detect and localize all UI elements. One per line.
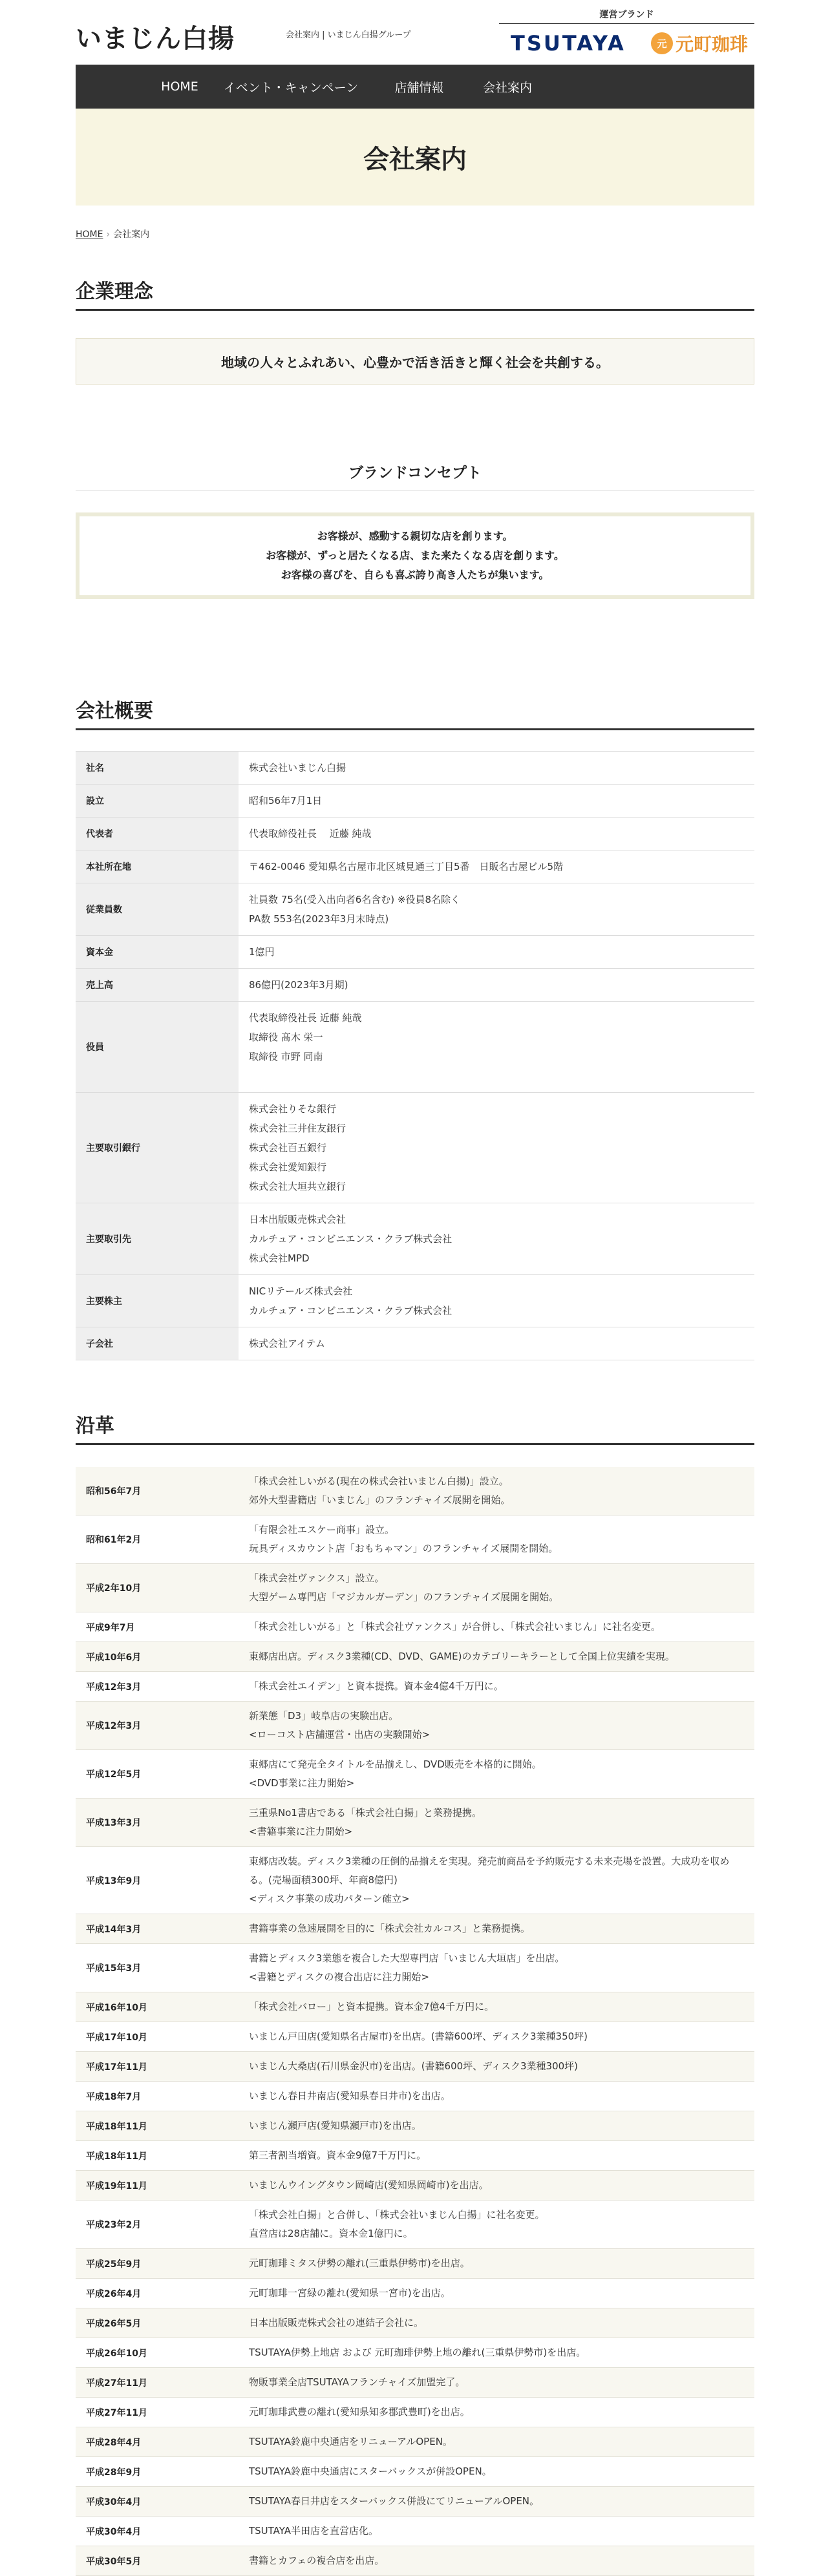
nav-home[interactable]: HOME: [161, 79, 198, 94]
history-row-label: 平成19年11月: [76, 2171, 239, 2201]
history-row: [76, 1702, 754, 1750]
overview-row: [76, 1203, 754, 1275]
breadcrumb: [76, 227, 754, 240]
history-row-line: <DVD事業に注力開始>: [249, 1777, 355, 1789]
history-row-value: [239, 2338, 754, 2368]
history-row-line: 「株式会社バロー」と資本提携。資本金7億4千万円に。: [249, 2001, 495, 2012]
history-row: [76, 1914, 754, 1944]
overview-row-line: 取締役 髙木 栄一: [249, 1031, 323, 1043]
history-row-label: 平成27年11月: [76, 2368, 239, 2398]
overview-row: [76, 785, 754, 818]
history-row-value: [239, 2457, 754, 2487]
overview-row-label: 社名: [76, 752, 239, 785]
history-row: [76, 2082, 754, 2111]
history-row: [76, 2517, 754, 2546]
history-row-value: [239, 2022, 754, 2052]
overview-row-line: 86億円(2023年3月期): [249, 979, 348, 991]
history-row: [76, 2368, 754, 2398]
history-row-value: [239, 2517, 754, 2546]
overview-row-line: 〒462-0046 愛知県名古屋市北区城見通三丁目5番 日販名古屋ビル5階: [249, 861, 564, 872]
motomachi-logo-text: 元町珈琲: [675, 34, 748, 55]
history-row-line: 「株式会社しいがる」と「株式会社ヴァンクス」が合併し、「株式会社いまじん」に社名変更。: [249, 1621, 661, 1632]
overview-heading: 会社概要: [76, 695, 754, 730]
history-row: [76, 2279, 754, 2308]
history-row: [76, 2052, 754, 2082]
history-row: [76, 1799, 754, 1847]
history-row: [76, 2338, 754, 2368]
concept-box: [76, 512, 754, 599]
history-row-value: [239, 1799, 754, 1847]
history-row: [76, 1992, 754, 2022]
history-row-label: 平成15年3月: [76, 1944, 239, 1992]
history-row-label: 平成28年9月: [76, 2457, 239, 2487]
history-row-value: [239, 1564, 754, 1612]
overview-row-label: 代表者: [76, 818, 239, 850]
history-row-line: <ディスク事業の成功パターン確立>: [249, 1893, 410, 1905]
concept-heading: ブランドコンセプト: [76, 461, 754, 491]
overview-row-line: [249, 1066, 744, 1086]
tsutaya-logo[interactable]: TSUTAYA: [511, 31, 626, 56]
history-row-value: [239, 1914, 754, 1944]
history-row-value: [239, 2201, 754, 2249]
history-row: [76, 2249, 754, 2279]
history-row-label: 平成2年10月: [76, 1564, 239, 1612]
overview-row: [76, 936, 754, 969]
history-row-line: <書籍事業に注力開始>: [249, 1826, 353, 1837]
overview-row-line: 昭和56年7月1日: [249, 795, 323, 807]
history-row-value: [239, 1750, 754, 1799]
breadcrumb-separator: ›: [106, 229, 111, 240]
overview-row: [76, 969, 754, 1002]
overview-row: [76, 1327, 754, 1360]
concept-section: [76, 461, 754, 599]
brands-label: 運営ブランド: [499, 8, 754, 24]
history-row-line: 書籍とディスク3業態を複合した大型専門店「いまじん大垣店」を出店。: [249, 1952, 565, 1964]
philosophy-statement: 地域の人々とふれあい、心豊かで活き活きと輝く社会を共創する。: [76, 338, 754, 385]
overview-row-label: 本社所在地: [76, 850, 239, 883]
overview-row: [76, 752, 754, 785]
history-row-line: いまじんウイングタウン岡崎店(愛知県岡崎市)を出店。: [249, 2179, 489, 2191]
history-row: [76, 2171, 754, 2201]
nav-company[interactable]: 会社案内: [482, 80, 532, 95]
history-row-line: 元町珈琲ミタス伊勢の離れ(三重県伊勢市)を出店。: [249, 2257, 470, 2269]
history-row: [76, 2111, 754, 2141]
overview-row-value: [239, 818, 754, 850]
history-row-value: [239, 2398, 754, 2427]
overview-row-label: 資本金: [76, 936, 239, 969]
nav-stores[interactable]: 店舗情報: [394, 80, 444, 95]
history-row-label: 平成30年4月: [76, 2487, 239, 2517]
history-row-line: 三重県No1書店である「株式会社白揚」と業務提携。: [249, 1807, 482, 1819]
overview-row-label: 売上高: [76, 969, 239, 1002]
overview-row-line: 株式会社百五銀行: [249, 1142, 327, 1154]
history-row-label: 平成12年3月: [76, 1702, 239, 1750]
motomachi-coffee-logo[interactable]: [651, 30, 748, 56]
logo-text: いまじん白揚: [76, 23, 235, 54]
history-row: [76, 1750, 754, 1799]
overview-row-line: カルチュア・コンビニエンス・クラブ株式会社: [249, 1305, 452, 1316]
overview-row-value: [239, 1002, 754, 1093]
history-row-value: [239, 1467, 754, 1515]
history-row-label: 平成26年4月: [76, 2279, 239, 2308]
history-row-line: TSUTAYA春日井店をスターバックス併設にてリニューアルOPEN。: [249, 2495, 540, 2507]
history-row: [76, 2427, 754, 2457]
history-row-line: 書籍とカフェの複合店を出店。: [249, 2555, 385, 2566]
history-row-value: [239, 2308, 754, 2338]
overview-row: [76, 1002, 754, 1093]
history-row-label: 平成14年3月: [76, 1914, 239, 1944]
overview-row-line: カルチュア・コンビニエンス・クラブ株式会社: [249, 1233, 452, 1245]
overview-row-value: [239, 850, 754, 883]
history-row-line: 直営店は28店舗に。資本金1億円に。: [249, 2228, 413, 2239]
history-row-label: 平成10年6月: [76, 1642, 239, 1672]
history-row-line: TSUTAYA鈴鹿中央通店にスターバックスが併設OPEN。: [249, 2465, 492, 2477]
history-row-label: 平成13年3月: [76, 1799, 239, 1847]
history-row-value: [239, 1847, 754, 1914]
history-row-line: 「株式会社白揚」と合併し、「株式会社いまじん白揚」に社名変更。: [249, 2209, 545, 2221]
motomachi-badge-icon: 元: [651, 32, 673, 54]
history-row: [76, 1672, 754, 1702]
history-row: [76, 2546, 754, 2576]
history-row-line: いまじん瀬戸店(愛知県瀬戸市)を出店。: [249, 2120, 421, 2131]
overview-row-line: 株式会社りそな銀行: [249, 1103, 337, 1115]
history-row-line: いまじん戸田店(愛知県名古屋市)を出店。(書籍600坪、ディスク3業種350坪): [249, 2031, 588, 2042]
history-row: [76, 2457, 754, 2487]
history-row-value: [239, 1992, 754, 2022]
history-row-value: [239, 2279, 754, 2308]
history-row: [76, 1847, 754, 1914]
history-row: [76, 2022, 754, 2052]
history-row: [76, 1944, 754, 1992]
overview-row-line: 1億円: [249, 946, 275, 958]
history-row: [76, 1612, 754, 1642]
history-row-line: 郊外大型書籍店「いまじん」のフランチャイズ展開を開始。: [249, 1494, 511, 1506]
page-title: 会社案内: [363, 144, 467, 174]
history-row-line: 書籍事業の急速展開を目的に「株式会社カルコス」と業務提携。: [249, 1923, 531, 1934]
history-row-value: [239, 2487, 754, 2517]
history-row-line: 東郷店改装。ディスク3業種の圧倒的品揃えを実現。発売前商品を予約販売する未来売場を設置。大成功を収める。(売場面積300坪、年商8億円): [249, 1855, 730, 1886]
breadcrumb-home-link[interactable]: HOME: [76, 229, 103, 240]
history-row-line: 玩具ディスカウント店「おもちゃマン」のフランチャイズ展開を開始。: [249, 1543, 559, 1554]
overview-row-label: 従業員数: [76, 883, 239, 936]
history-row-label: 平成30年5月: [76, 2546, 239, 2576]
history-row-line: 「株式会社エイデン」と資本提携。資本金4億4千万円に。: [249, 1680, 504, 1692]
history-row: [76, 1515, 754, 1564]
history-row-value: [239, 1672, 754, 1702]
history-row-label: 平成13年9月: [76, 1847, 239, 1914]
overview-row: [76, 850, 754, 883]
history-row-label: 平成26年5月: [76, 2308, 239, 2338]
history-row-label: 平成18年7月: [76, 2082, 239, 2111]
history-row-label: 平成16年10月: [76, 1992, 239, 2022]
history-row-value: [239, 2171, 754, 2201]
overview-row-line: PA数 553名(2023年3月末時点): [249, 913, 389, 925]
overview-row-value: [239, 1327, 754, 1360]
history-row-line: 元町珈琲一宮緑の離れ(愛知県一宮市)を出店。: [249, 2287, 451, 2299]
history-row-label: 平成27年11月: [76, 2398, 239, 2427]
history-row-line: 「有限会社エスケー商事」設立。: [249, 1524, 395, 1536]
overview-row-label: 主要取引銀行: [76, 1093, 239, 1203]
history-row-line: いまじん春日井南店(愛知県春日井市)を出店。: [249, 2090, 451, 2102]
overview-row-line: NICリテールズ株式会社: [249, 1285, 353, 1297]
overview-row-value: [239, 752, 754, 785]
overview-row-line: 代表取締役社長 近藤 純哉: [249, 1012, 362, 1024]
overview-row: [76, 1093, 754, 1203]
overview-row-value: [239, 1093, 754, 1203]
history-row-value: [239, 1944, 754, 1992]
overview-row-line: 株式会社三井住友銀行: [249, 1123, 346, 1134]
overview-row: [76, 818, 754, 850]
history-row-value: [239, 2111, 754, 2141]
concept-line: お客様が、ずっと居たくなる店、また来たくなる店を創ります。: [266, 549, 564, 562]
history-row-line: 第三者割当増資。資本金9億7千万円に。: [249, 2149, 427, 2161]
overview-row-value: [239, 883, 754, 936]
overview-row-line: 株式会社アイテム: [249, 1338, 325, 1349]
history-row-line: 東郷店出店。ディスク3業種(CD、DVD、GAME)のカテゴリーキラーとして全国上位実績を実現。: [249, 1651, 675, 1662]
history-row-value: [239, 1702, 754, 1750]
history-row-label: 平成26年10月: [76, 2338, 239, 2368]
philosophy-section: [76, 275, 754, 385]
history-table: [76, 1467, 754, 2576]
history-row-label: 平成17年10月: [76, 2022, 239, 2052]
history-row-label: 平成30年4月: [76, 2517, 239, 2546]
concept-line: お客様の喜びを、自らも喜ぶ誇り高き人たちが集います。: [281, 569, 549, 581]
nav-events[interactable]: イベント・キャンペーン: [223, 80, 359, 95]
history-row-line: TSUTAYA半田店を直営店化。: [249, 2525, 379, 2537]
overview-row-label: 役員: [76, 1002, 239, 1093]
history-row-line: 東郷店にて発売全タイトルを品揃えし、DVD販売を本格的に開始。: [249, 1758, 542, 1770]
overview-row-label: 主要株主: [76, 1275, 239, 1327]
overview-section: [76, 695, 754, 1360]
history-row-value: [239, 2141, 754, 2171]
history-row-label: 平成28年4月: [76, 2427, 239, 2457]
overview-row-label: 子会社: [76, 1327, 239, 1360]
overview-row-label: 主要取引先: [76, 1203, 239, 1275]
header-subtitle: 会社案内 | いまじん白揚グループ: [286, 30, 411, 40]
overview-row-value: [239, 785, 754, 818]
history-row-label: 平成12年5月: [76, 1750, 239, 1799]
site-logo[interactable]: [76, 18, 235, 55]
history-row: [76, 2201, 754, 2249]
history-row-value: [239, 1515, 754, 1564]
history-row: [76, 1642, 754, 1672]
history-row-line: 大型ゲーム専門店「マジカルガーデン」のフランチャイズ展開を開始。: [249, 1591, 559, 1603]
overview-row-value: [239, 969, 754, 1002]
brand-row: [499, 30, 754, 56]
history-row-value: [239, 2052, 754, 2082]
history-row-line: TSUTAYA伊勢上地店 および 元町珈琲伊勢上地の離れ(三重県伊勢市)を出店。: [249, 2347, 586, 2358]
history-row-label: 平成9年7月: [76, 1612, 239, 1642]
overview-row-line: 日本出版販売株式会社: [249, 1214, 346, 1225]
history-row-line: <ローコスト店舗運営・出店の実験開始>: [249, 1729, 431, 1740]
history-row: [76, 1467, 754, 1515]
history-row-label: 平成18年11月: [76, 2141, 239, 2171]
history-row-label: 平成17年11月: [76, 2052, 239, 2082]
overview-row-value: [239, 1203, 754, 1275]
history-row-value: [239, 2249, 754, 2279]
history-row-value: [239, 2082, 754, 2111]
site-header: [76, 0, 754, 65]
history-heading: 沿革: [76, 1409, 754, 1445]
overview-row-line: 株式会社MPD: [249, 1252, 310, 1264]
overview-table: [76, 751, 754, 1360]
breadcrumb-current: 会社案内: [113, 229, 150, 240]
history-row-line: 「株式会社しいがる(現在の株式会社いまじん白揚)」設立。: [249, 1475, 509, 1487]
brand-panel: [499, 8, 754, 56]
overview-row-line: 取締役 市野 同南: [249, 1051, 323, 1062]
history-row: [76, 1564, 754, 1612]
history-row: [76, 2398, 754, 2427]
overview-row-line: 株式会社いまじん白揚: [249, 762, 346, 774]
history-row-label: 平成25年9月: [76, 2249, 239, 2279]
history-row-value: [239, 2546, 754, 2576]
history-row-line: TSUTAYA鈴鹿中央通店をリニューアルOPEN。: [249, 2436, 452, 2447]
history-row-label: 平成23年2月: [76, 2201, 239, 2249]
global-nav: [76, 65, 754, 109]
history-section: [76, 1409, 754, 2576]
history-row-value: [239, 2427, 754, 2457]
history-row-line: いまじん大桑店(石川県金沢市)を出店。(書籍600坪、ディスク3業種300坪): [249, 2060, 579, 2072]
history-row-line: 「株式会社ヴァンクス」設立。: [249, 1572, 385, 1584]
overview-row: [76, 883, 754, 936]
overview-row-value: [239, 1275, 754, 1327]
concept-line: お客様が、感動する親切な店を創ります。: [317, 530, 513, 542]
history-row-label: 昭和61年2月: [76, 1515, 239, 1564]
history-row-label: 平成18年11月: [76, 2111, 239, 2141]
history-row: [76, 2308, 754, 2338]
overview-row: [76, 1275, 754, 1327]
overview-row-line: 株式会社愛知銀行: [249, 1161, 327, 1173]
overview-row-line: 代表取締役社長 近藤 純哉: [249, 828, 372, 839]
philosophy-heading: 企業理念: [76, 275, 754, 311]
page-hero: [76, 109, 754, 206]
overview-row-value: [239, 936, 754, 969]
history-row-line: 物販事業全店TSUTAYAフランチャイズ加盟完了。: [249, 2376, 465, 2388]
history-row-line: 新業態「D3」岐阜店の実験出店。: [249, 1710, 399, 1722]
history-row-value: [239, 1612, 754, 1642]
history-row-line: 日本出版販売株式会社の連結子会社に。: [249, 2317, 424, 2328]
history-row-value: [239, 1642, 754, 1672]
history-row-line: 元町珈琲武豊の離れ(愛知県知多郡武豊町)を出店。: [249, 2406, 470, 2418]
overview-row-label: 設立: [76, 785, 239, 818]
history-row: [76, 2141, 754, 2171]
history-row-label: 昭和56年7月: [76, 1467, 239, 1515]
history-row-line: <書籍とディスクの複合出店に注力開始>: [249, 1971, 429, 1983]
overview-row-line: 社員数 75名(受入出向者6名含む) ※役員8名除く: [249, 894, 460, 905]
history-row-label: 平成12年3月: [76, 1672, 239, 1702]
history-row-value: [239, 2368, 754, 2398]
overview-row-line: 株式会社大垣共立銀行: [249, 1181, 346, 1192]
history-row: [76, 2487, 754, 2517]
